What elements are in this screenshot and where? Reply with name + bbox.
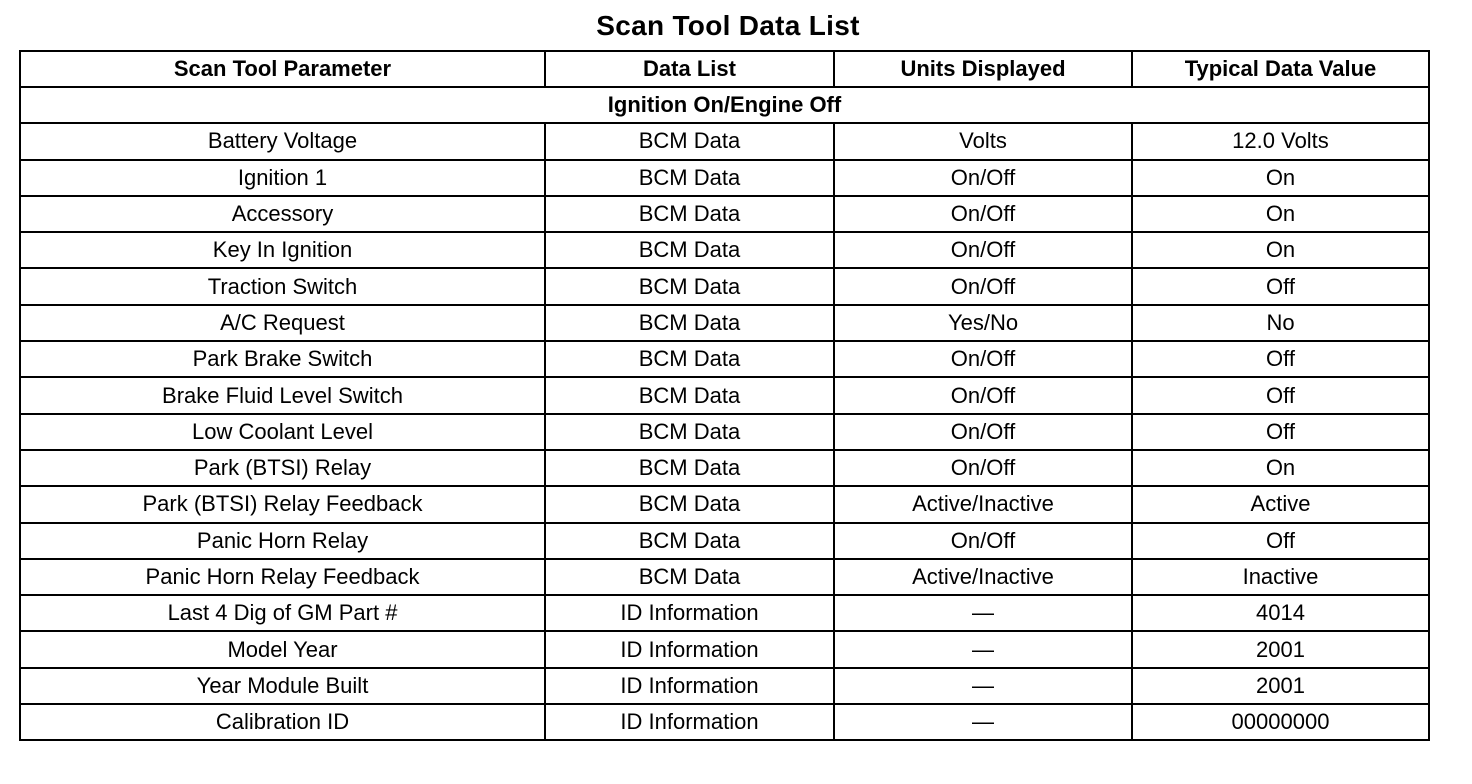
- cell-parameter: Calibration ID: [20, 704, 545, 740]
- cell-parameter: Traction Switch: [20, 268, 545, 304]
- cell-units: Active/Inactive: [834, 486, 1132, 522]
- header-units-displayed: Units Displayed: [834, 51, 1132, 87]
- cell-typical-value: 2001: [1132, 668, 1429, 704]
- cell-parameter: Panic Horn Relay Feedback: [20, 559, 545, 595]
- cell-typical-value: On: [1132, 196, 1429, 232]
- cell-typical-value: Off: [1132, 341, 1429, 377]
- header-typical-data-value: Typical Data Value: [1132, 51, 1429, 87]
- cell-typical-value: Off: [1132, 268, 1429, 304]
- section-heading: Ignition On/Engine Off: [20, 87, 1429, 123]
- cell-typical-value: 00000000: [1132, 704, 1429, 740]
- table-row: [20, 232, 1429, 268]
- cell-units: —: [834, 595, 1132, 631]
- cell-units: On/Off: [834, 268, 1132, 304]
- table-row: [20, 341, 1429, 377]
- cell-parameter: Accessory: [20, 196, 545, 232]
- cell-parameter: Last 4 Dig of GM Part #: [20, 595, 545, 631]
- page-title: Scan Tool Data List: [596, 10, 860, 41]
- table-row: [20, 486, 1429, 522]
- cell-typical-value: 12.0 Volts: [1132, 123, 1429, 159]
- cell-parameter: Key In Ignition: [20, 232, 545, 268]
- cell-typical-value: 2001: [1132, 631, 1429, 667]
- cell-data-list: ID Information: [545, 595, 834, 631]
- cell-parameter: Panic Horn Relay: [20, 523, 545, 559]
- cell-typical-value: Active: [1132, 486, 1429, 522]
- cell-units: On/Off: [834, 160, 1132, 196]
- cell-data-list: BCM Data: [545, 414, 834, 450]
- cell-typical-value: Off: [1132, 523, 1429, 559]
- table-row: [20, 631, 1429, 667]
- cell-typical-value: 4014: [1132, 595, 1429, 631]
- table-row: [20, 414, 1429, 450]
- cell-data-list: ID Information: [545, 631, 834, 667]
- cell-parameter: Brake Fluid Level Switch: [20, 377, 545, 413]
- table-row: [20, 196, 1429, 232]
- table-row: [20, 305, 1429, 341]
- cell-typical-value: Off: [1132, 414, 1429, 450]
- cell-units: On/Off: [834, 377, 1132, 413]
- cell-parameter: Low Coolant Level: [20, 414, 545, 450]
- scan-tool-data-table: [19, 50, 1430, 741]
- table-row: [20, 450, 1429, 486]
- header-data-list: Data List: [545, 51, 834, 87]
- cell-data-list: BCM Data: [545, 341, 834, 377]
- cell-data-list: BCM Data: [545, 377, 834, 413]
- header-row: [20, 51, 1429, 87]
- cell-typical-value: On: [1132, 450, 1429, 486]
- cell-parameter: Model Year: [20, 631, 545, 667]
- cell-units: On/Off: [834, 341, 1132, 377]
- cell-units: On/Off: [834, 414, 1132, 450]
- cell-data-list: BCM Data: [545, 196, 834, 232]
- cell-typical-value: No: [1132, 305, 1429, 341]
- cell-units: —: [834, 631, 1132, 667]
- cell-data-list: BCM Data: [545, 523, 834, 559]
- cell-units: —: [834, 668, 1132, 704]
- table-row: [20, 559, 1429, 595]
- cell-data-list: BCM Data: [545, 559, 834, 595]
- cell-data-list: BCM Data: [545, 486, 834, 522]
- cell-parameter: A/C Request: [20, 305, 545, 341]
- table-row: [20, 668, 1429, 704]
- cell-parameter: Park Brake Switch: [20, 341, 545, 377]
- cell-parameter: Battery Voltage: [20, 123, 545, 159]
- cell-units: On/Off: [834, 450, 1132, 486]
- cell-units: On/Off: [834, 232, 1132, 268]
- table-row: [20, 268, 1429, 304]
- cell-data-list: ID Information: [545, 668, 834, 704]
- table-row: [20, 160, 1429, 196]
- cell-typical-value: On: [1132, 232, 1429, 268]
- cell-units: On/Off: [834, 196, 1132, 232]
- header-scan-tool-parameter: Scan Tool Parameter: [20, 51, 545, 87]
- cell-parameter: Ignition 1: [20, 160, 545, 196]
- cell-parameter: Year Module Built: [20, 668, 545, 704]
- cell-data-list: BCM Data: [545, 450, 834, 486]
- cell-typical-value: Inactive: [1132, 559, 1429, 595]
- cell-data-list: ID Information: [545, 704, 834, 740]
- cell-data-list: BCM Data: [545, 160, 834, 196]
- table-row: [20, 377, 1429, 413]
- section-row: [20, 87, 1429, 123]
- cell-typical-value: Off: [1132, 377, 1429, 413]
- cell-typical-value: On: [1132, 160, 1429, 196]
- cell-data-list: BCM Data: [545, 123, 834, 159]
- cell-units: Active/Inactive: [834, 559, 1132, 595]
- cell-units: —: [834, 704, 1132, 740]
- cell-data-list: BCM Data: [545, 232, 834, 268]
- cell-parameter: Park (BTSI) Relay Feedback: [20, 486, 545, 522]
- cell-parameter: Park (BTSI) Relay: [20, 450, 545, 486]
- cell-units: On/Off: [834, 523, 1132, 559]
- table-row: [20, 523, 1429, 559]
- cell-data-list: BCM Data: [545, 268, 834, 304]
- table-row: [20, 123, 1429, 159]
- table-body: [20, 87, 1429, 740]
- table-row: [20, 704, 1429, 740]
- cell-data-list: BCM Data: [545, 305, 834, 341]
- cell-units: Volts: [834, 123, 1132, 159]
- table-row: [20, 595, 1429, 631]
- cell-units: Yes/No: [834, 305, 1132, 341]
